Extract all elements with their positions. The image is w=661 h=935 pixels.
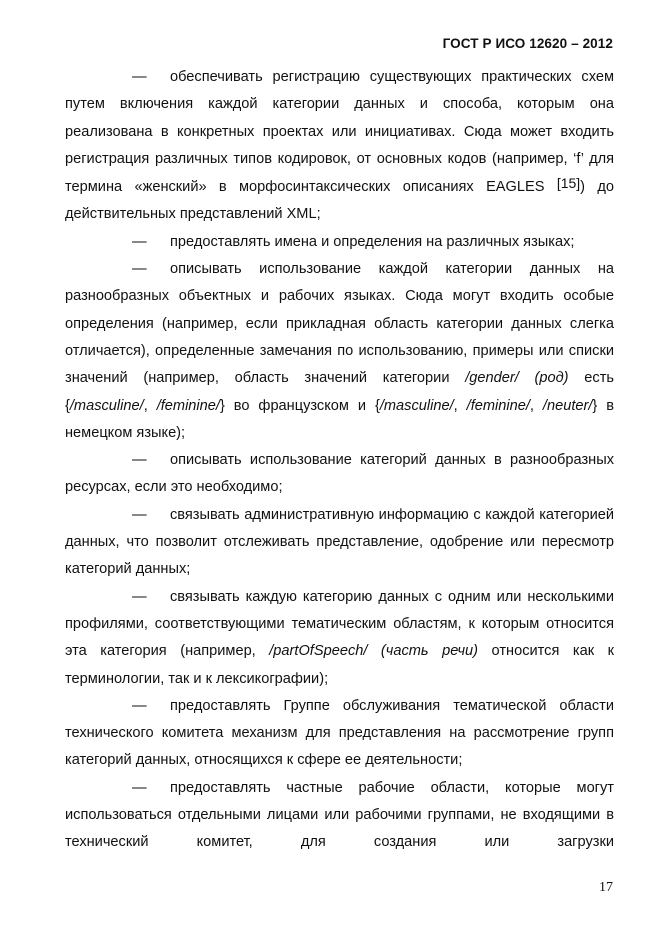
list-item (65, 256, 614, 447)
list-item-text: , (529, 397, 543, 414)
list-item-text: , (453, 397, 467, 414)
list-item (65, 229, 614, 256)
list-item (65, 447, 614, 502)
list-item-text: } во французском и { (219, 397, 380, 414)
list-item-text: , (143, 397, 157, 414)
list-item-text: обеспечивать регистрацию существующих практических схем путем включения каждой категории данных и способа, которым она реализована в конкретных проектах или инициативах. Сюда может входить регистрация различных типов кодировок, от основных кодов (например, ‘f’ для термина «женский» в морфосинтаксических описаниях EAGLES (65, 69, 614, 196)
italic-term: /partOfSpeech/ (часть речи) (269, 643, 479, 660)
italic-term: /feminine/ (156, 397, 220, 414)
list-dash: — (132, 588, 147, 605)
list-item-text: связывать административную информацию с каждой категорией данных, что позволит отслеживать представление, одобрение или пересмотр категорий данных; (65, 506, 614, 578)
list-dash: — (132, 779, 147, 796)
list-item-text: предоставлять имена и определения на различных языках; (170, 233, 575, 250)
list-item-text: есть { (65, 370, 614, 414)
list-dash: — (132, 233, 147, 250)
page-number: 17 (599, 880, 613, 895)
list-item-text: } в немецком языке); (65, 397, 614, 441)
italic-term: /feminine/ (466, 397, 530, 414)
list-item-text: ) до действительных представлений XML; (65, 179, 614, 223)
list-item-text: предоставлять Группе обслуживания тематической области технического комитета механизм для представления на рассмотрение групп категорий данных, относящихся к сфере ее деятельности; (65, 697, 614, 769)
list-item-text: предоставлять частные рабочие области, которые могут использоваться отдельными лицами или рабочими группами, не входящими в технический комитет, для создания или загрузки (65, 779, 614, 851)
list-item-text: описывать использование категорий данных в разнообразных ресурсах, если это необходимо; (65, 452, 614, 496)
italic-term: /masculine/ (379, 397, 454, 414)
list-dash: — (132, 506, 147, 523)
list-dash: — (132, 261, 147, 278)
list-item (65, 693, 614, 775)
main-text (65, 64, 614, 857)
reference-marker: [15] (556, 175, 581, 192)
document-header: ГОСТ Р ИСО 12620 – 2012 (442, 36, 613, 51)
list-item (65, 584, 614, 693)
list-item-text: связывать каждую категорию данных с одним или несколькими профилями, соответствующими тематическим областям, к которым относится эта категория (например, (65, 588, 614, 660)
italic-term: /gender/ (род) (465, 370, 569, 387)
list-dash: — (132, 69, 147, 85)
list-dash: — (132, 697, 147, 714)
list-item (65, 502, 614, 584)
italic-term: /neuter/ (542, 397, 593, 414)
list-item (65, 64, 614, 229)
italic-term: /masculine/ (69, 397, 144, 414)
list-dash: — (132, 452, 147, 469)
list-item-text: описывать использование каждой категории данных на разнообразных объектных и рабочих языках. Сюда могут входить особые определения (например, если прикладная область категории данных слегка отличается), определенные замечания по использованию, примеры или списки значений (например, область значений категории (65, 261, 614, 387)
list-item (65, 775, 614, 857)
list-item-text: относится как к терминологии, так и к лексикографии); (65, 643, 614, 687)
